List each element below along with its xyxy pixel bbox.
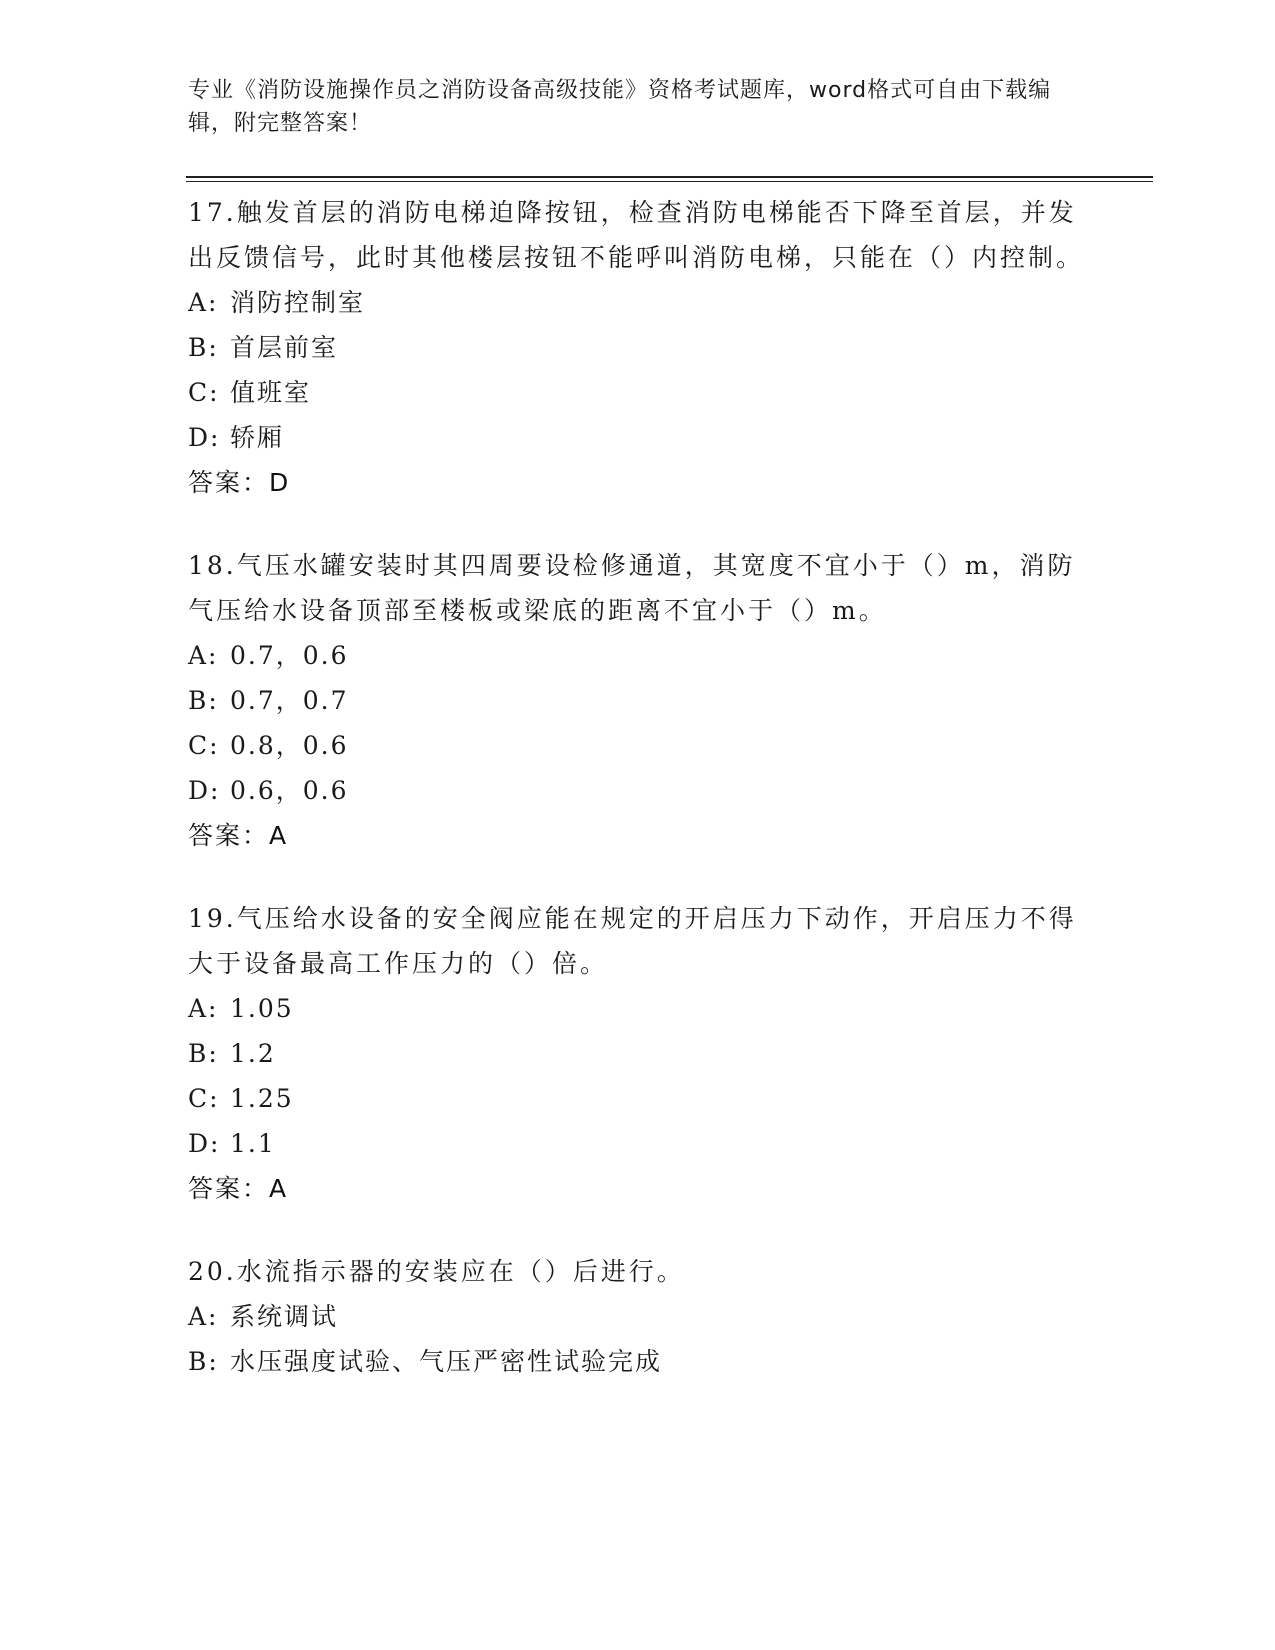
option-d [188,415,1088,460]
option-d [188,768,1088,813]
question-stem: 19.气压给水设备的安全阀应能在规定的开启压力下动作，开启压力不得大于设备最高工作压力的（）倍。 [188,904,1077,978]
option-text: 值班室 [230,378,312,407]
option-text: 系统调试 [230,1302,339,1331]
option-b [188,1031,1088,1076]
option-a [188,986,1088,1031]
answer-label: 答案：D [188,468,291,497]
question-18 [188,543,1088,858]
option-letter: B: [188,686,219,715]
option-letter: A: [188,1302,219,1331]
question-17 [188,190,1088,505]
option-letter: B: [188,333,219,362]
option-text: 0.8，0.6 [230,731,349,760]
question-list [188,190,1088,1422]
option-a [188,1294,1088,1339]
option-a [188,633,1088,678]
question-stem: 18.气压水罐安装时其四周要设检修通道，其宽度不宜小于（）m，消防气压给水设备顶部至楼板或梁底的距离不宜小于（）m。 [188,551,1076,625]
option-letter: A: [188,288,219,317]
option-letter: C: [188,378,220,407]
option-text: 轿厢 [230,423,285,452]
question-20 [188,1249,1088,1384]
option-b [188,678,1088,723]
option-c [188,723,1088,768]
option-c [188,1076,1088,1121]
option-letter: B: [188,1347,219,1376]
option-text: 水压强度试验、气压严密性试验完成 [230,1347,663,1376]
question-stem: 17.触发首层的消防电梯迫降按钮，检查消防电梯能否下降至首层，并发出反馈信号，此时其他楼层按钮不能呼叫消防电梯，只能在（）内控制。 [188,198,1085,272]
option-d [188,1121,1088,1166]
question-stem: 20.水流指示器的安装应在（）后进行。 [188,1257,685,1286]
option-text: 1.05 [230,994,294,1023]
header-divider-thick [186,176,1153,178]
option-letter: C: [188,1084,220,1113]
question-19 [188,896,1088,1211]
option-letter: B: [188,1039,219,1068]
option-text: 1.1 [230,1129,276,1158]
option-text: 0.6，0.6 [230,776,349,805]
option-b [188,325,1088,370]
option-text: 消防控制室 [230,288,366,317]
option-text: 1.25 [230,1084,294,1113]
answer-label: 答案：A [188,821,289,850]
header-divider-thin [186,181,1153,182]
option-text: 0.7，0.7 [230,686,349,715]
option-c [188,370,1088,415]
option-text: 0.7，0.6 [230,641,349,670]
option-text: 首层前室 [230,333,339,362]
option-letter: D: [188,776,221,805]
option-letter: D: [188,1129,221,1158]
option-letter: D: [188,423,221,452]
option-b [188,1339,1088,1384]
option-letter: A: [188,641,219,670]
option-letter: C: [188,731,220,760]
option-text: 1.2 [230,1039,276,1068]
option-letter: A: [188,994,219,1023]
option-a [188,280,1088,325]
document-header: 专业《消防设施操作员之消防设备高级技能》资格考试题库，word格式可自由下载编辑，附完整答案！ [188,78,1052,136]
answer-label: 答案：A [188,1174,289,1203]
